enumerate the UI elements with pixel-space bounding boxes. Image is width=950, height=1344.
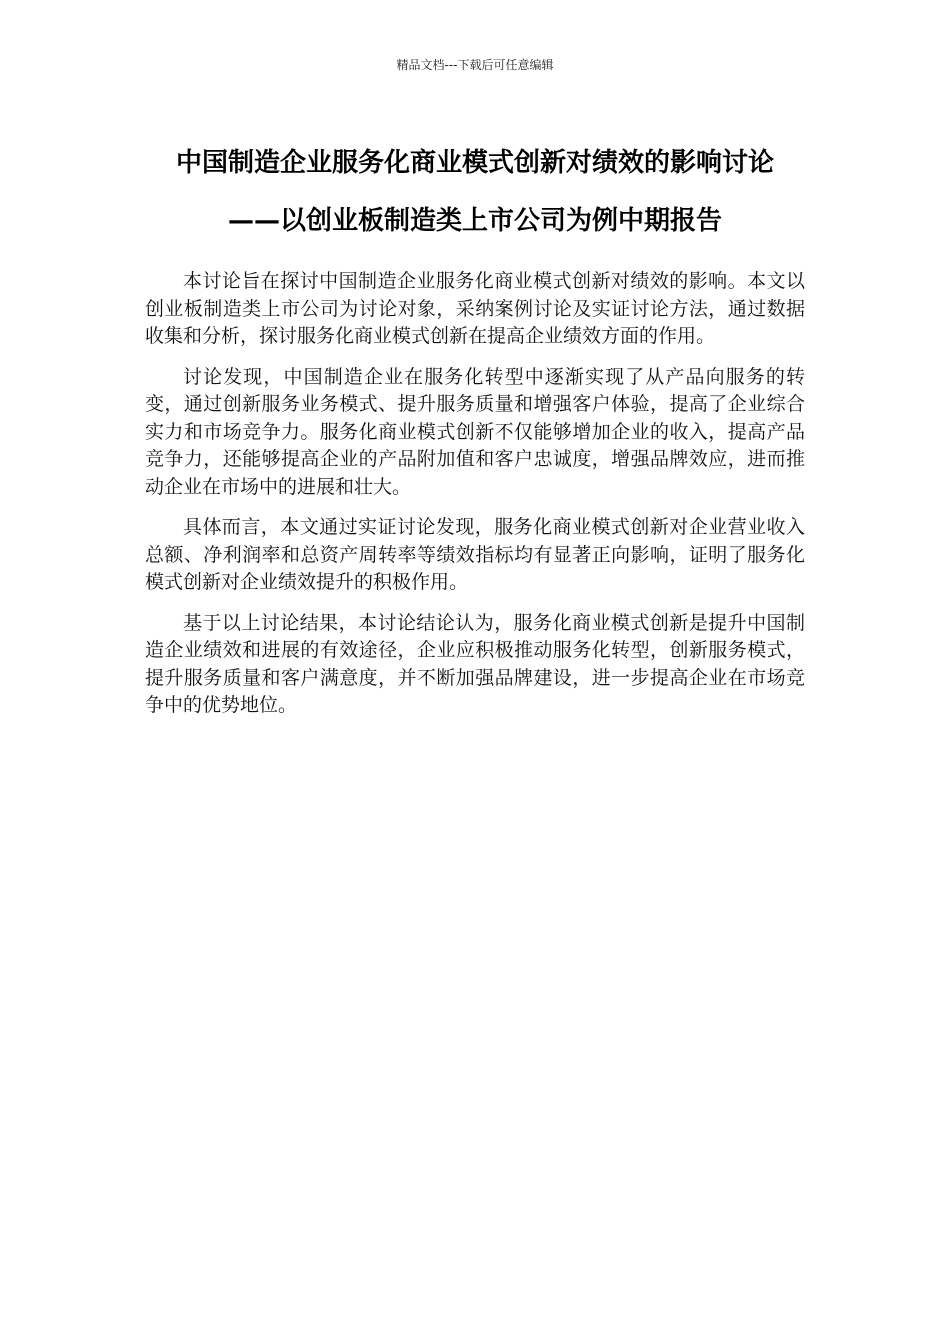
paragraph-2: 讨论发现，中国制造企业在服务化转型中逐渐实现了从产品向服务的转变，通过创新服务业务模式、提升服务质量和增强客户体验，提高了企业综合实力和市场竞争力。服务化商业模式创新不仅能够增加企业的收入，提高产品竞争力，还能够提高企业的产品附加值和客户忠诚度，增强品牌效应，进而推动企业在市场中的进展和壮大。 <box>145 365 805 498</box>
title-line-1: 中国制造企业服务化商业模式创新对绩效的影响讨论 <box>175 148 774 178</box>
paragraph-1: 本讨论旨在探讨中国制造企业服务化商业模式创新对绩效的影响。本文以创业板制造类上市公司为讨论对象，采纳案例讨论及实证讨论方法，通过数据收集和分析，探讨服务化商业模式创新在提高企业绩效方面的作用。 <box>145 270 805 347</box>
paragraph-4: 基于以上讨论结果，本讨论结论认为，服务化商业模式创新是提升中国制造企业绩效和进展的有效途径，企业应积极推动服务化转型，创新服务模式，提升服务质量和客户满意度，并不断加强品牌建设，进一步提高企业在市场竞争中的优势地位。 <box>145 611 805 716</box>
page-header: 精品文档---下载后可任意编辑 <box>396 58 554 72</box>
title-line-2: ——以创业板制造类上市公司为例中期报告 <box>227 206 722 236</box>
document-body <box>145 268 805 733</box>
document-title <box>100 134 850 250</box>
paragraph-3: 具体而言，本文通过实证讨论发现，服务化商业模式创新对企业营业收入总额、净利润率和总资产周转率等绩效指标均有显著正向影响，证明了服务化模式创新对企业绩效提升的积极作用。 <box>145 516 805 593</box>
